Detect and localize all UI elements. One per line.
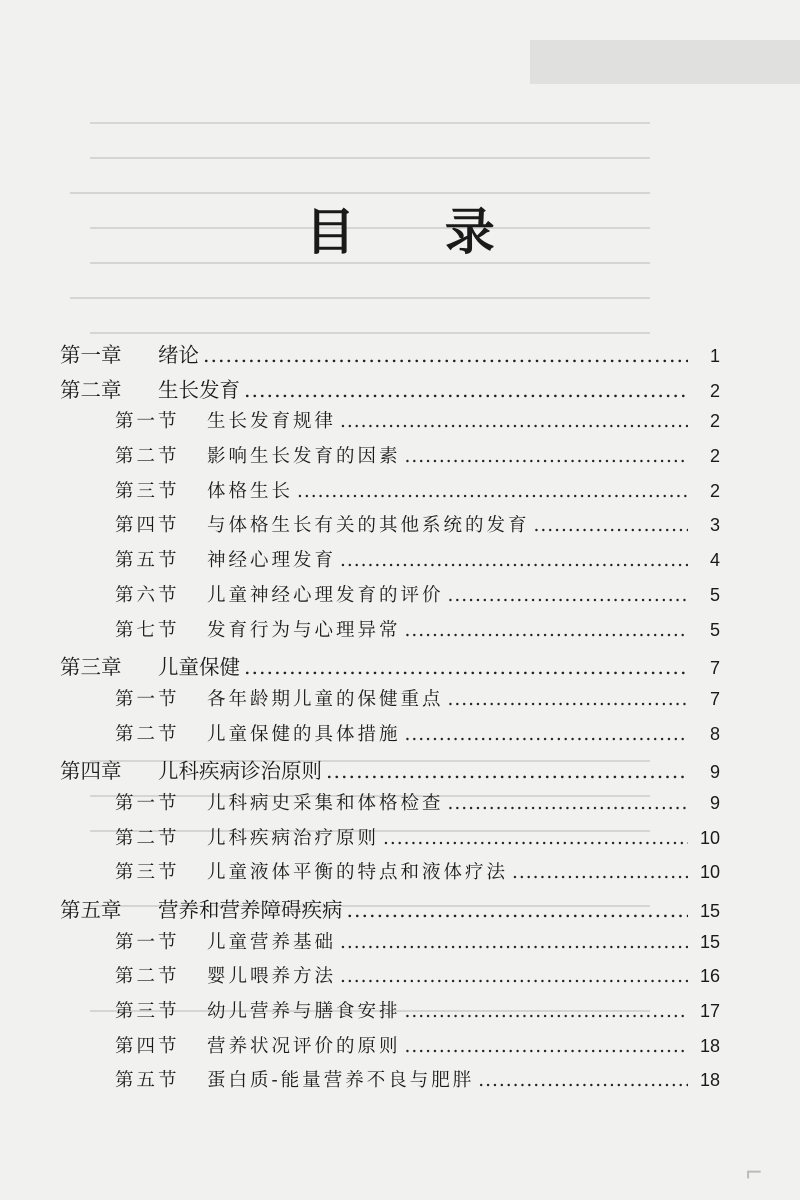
chapter-number: 第四章 (60, 759, 122, 784)
page-number: 18 (699, 1070, 720, 1091)
chapter-title: 生长发育 (158, 377, 240, 402)
section-number: 第二节 (115, 827, 180, 849)
section-title: 儿童液体平衡的特点和液体疗法 (207, 862, 509, 884)
page-number: 15 (699, 931, 720, 952)
dot-leader (405, 446, 688, 467)
dot-leader (203, 343, 688, 367)
toc-section-row (60, 442, 720, 477)
dot-leader (512, 862, 688, 883)
page-number: 5 (709, 584, 720, 605)
table-of-contents (60, 338, 720, 1101)
toc-chapter-row (60, 373, 720, 408)
section-title: 生长发育规律 (207, 411, 337, 433)
page-number: 7 (709, 658, 720, 679)
section-number: 第五节 (115, 1070, 180, 1092)
chapter-title: 营养和营养障碍疾病 (158, 898, 343, 922)
page-number: 1 (709, 346, 720, 366)
toc-chapter-row (60, 650, 720, 685)
section-number: 第一节 (115, 411, 180, 433)
toc-entry-label (115, 616, 401, 642)
chapter-title: 儿童保健 (158, 655, 240, 680)
toc-entry-label (115, 1066, 474, 1092)
page-number: 9 (709, 792, 720, 813)
section-number: 第三节 (115, 480, 180, 502)
toc-entry-label (115, 858, 508, 884)
toc-section-row (60, 858, 720, 893)
section-number: 第三节 (115, 862, 180, 884)
dot-leader (297, 481, 688, 502)
page-title: 目 录 (305, 203, 531, 261)
page-number: 4 (709, 550, 720, 571)
section-title: 与体格生长有关的其他系统的发育 (207, 515, 530, 537)
page-number: 2 (709, 446, 720, 467)
section-number: 第一节 (115, 792, 180, 814)
toc-section-row (60, 407, 720, 442)
toc-chapter-row (60, 338, 720, 373)
dot-leader (405, 724, 688, 745)
dot-leader (340, 932, 688, 953)
toc-entry-label (115, 407, 336, 433)
toc-entry-label (60, 373, 240, 403)
section-title: 神经心理发育 (207, 550, 337, 572)
section-number: 第一节 (115, 931, 180, 953)
toc-section-row (60, 511, 720, 546)
page-number: 2 (709, 411, 720, 432)
toc-entry-label (115, 928, 336, 954)
toc-entry-label (60, 893, 343, 923)
toc-chapter-row (60, 893, 720, 928)
toc-entry-label (115, 720, 401, 746)
page-number: 10 (699, 862, 720, 883)
toc-section-row (60, 824, 720, 859)
chapter-number: 第三章 (60, 655, 122, 680)
page-number: 8 (709, 723, 720, 744)
dot-leader (448, 585, 688, 606)
toc-entry-label (115, 824, 379, 850)
page-number: 9 (709, 762, 720, 783)
section-title: 儿童营养基础 (207, 931, 337, 953)
section-number: 第二节 (115, 966, 180, 988)
toc-section-row (60, 685, 720, 720)
toc-entry-label (115, 442, 401, 468)
section-number: 第四节 (115, 1035, 180, 1057)
section-number: 第三节 (115, 1001, 180, 1023)
page-number: 2 (709, 380, 720, 401)
dot-leader (347, 898, 689, 922)
toc-entry-label (115, 997, 401, 1023)
toc-section-row (60, 789, 720, 824)
dot-leader (534, 515, 688, 536)
dot-leader (478, 1070, 688, 1091)
toc-section-row (60, 962, 720, 997)
toc-entry-label (115, 581, 444, 607)
toc-section-row (60, 1032, 720, 1067)
section-number: 第七节 (115, 619, 180, 641)
section-title: 儿科病史采集和体格检查 (207, 792, 444, 814)
section-title: 儿科疾病治疗原则 (207, 827, 380, 849)
section-title: 婴儿喂养方法 (207, 966, 337, 988)
section-title: 儿童神经心理发育的评价 (207, 584, 444, 606)
toc-section-row (60, 581, 720, 616)
chapter-number: 第五章 (60, 898, 122, 922)
chapter-number: 第二章 (60, 377, 122, 402)
chapter-number: 第一章 (60, 343, 122, 367)
dot-leader (405, 1036, 688, 1057)
dot-leader (326, 759, 688, 783)
section-title: 体格生长 (207, 480, 294, 502)
section-title: 蛋白质-能量营养不良与肥胖 (207, 1070, 475, 1092)
toc-chapter-row (60, 754, 720, 789)
chapter-title: 绪论 (158, 343, 199, 367)
section-title: 营养状况评价的原则 (207, 1035, 401, 1057)
page-number: 18 (699, 1035, 720, 1056)
page-number: 16 (699, 966, 720, 987)
toc-entry-label (115, 685, 444, 711)
page-number: 15 (699, 901, 720, 921)
toc-entry-label (115, 1032, 401, 1058)
toc-section-row (60, 616, 720, 651)
dot-leader (340, 966, 688, 987)
section-title: 儿童保健的具体措施 (207, 723, 401, 745)
section-number: 第五节 (115, 550, 180, 572)
toc-entry-label (60, 338, 199, 368)
page-corner-mark: ⌐ (745, 1156, 762, 1187)
page-number: 17 (699, 1001, 720, 1022)
toc-section-row (60, 928, 720, 963)
section-title: 发育行为与心理异常 (207, 619, 401, 641)
dot-leader (383, 828, 688, 849)
dot-leader (244, 655, 688, 679)
section-number: 第一节 (115, 688, 180, 710)
section-number: 第四节 (115, 515, 180, 537)
dot-leader (405, 620, 688, 641)
toc-entry-label (115, 546, 336, 572)
section-title: 各年龄期儿童的保健重点 (207, 688, 444, 710)
toc-section-row (60, 1066, 720, 1101)
dot-leader (448, 689, 688, 710)
page-edge-tab (530, 40, 800, 84)
section-title: 影响生长发育的因素 (207, 446, 401, 468)
page-number: 10 (699, 827, 720, 848)
toc-section-row (60, 997, 720, 1032)
section-number: 第二节 (115, 446, 180, 468)
toc-section-row (60, 546, 720, 581)
toc-section-row (60, 477, 720, 512)
dot-leader (340, 411, 688, 432)
page-number: 5 (709, 619, 720, 640)
toc-section-row (60, 720, 720, 755)
page-number: 2 (709, 480, 720, 501)
toc-entry-label (60, 650, 240, 680)
section-title: 幼儿营养与膳食安排 (207, 1001, 401, 1023)
toc-entry-label (115, 477, 293, 503)
section-number: 第六节 (115, 584, 180, 606)
dot-leader (244, 378, 688, 402)
toc-entry-label (115, 511, 530, 537)
section-number: 第二节 (115, 723, 180, 745)
page-number: 7 (709, 688, 720, 709)
dot-leader (340, 550, 688, 571)
toc-entry-label (115, 789, 444, 815)
chapter-title: 儿科疾病诊治原则 (158, 759, 322, 784)
toc-entry-label (115, 962, 336, 988)
dot-leader (405, 1001, 688, 1022)
dot-leader (448, 793, 688, 814)
page-number: 3 (709, 515, 720, 536)
toc-entry-label (60, 754, 322, 784)
